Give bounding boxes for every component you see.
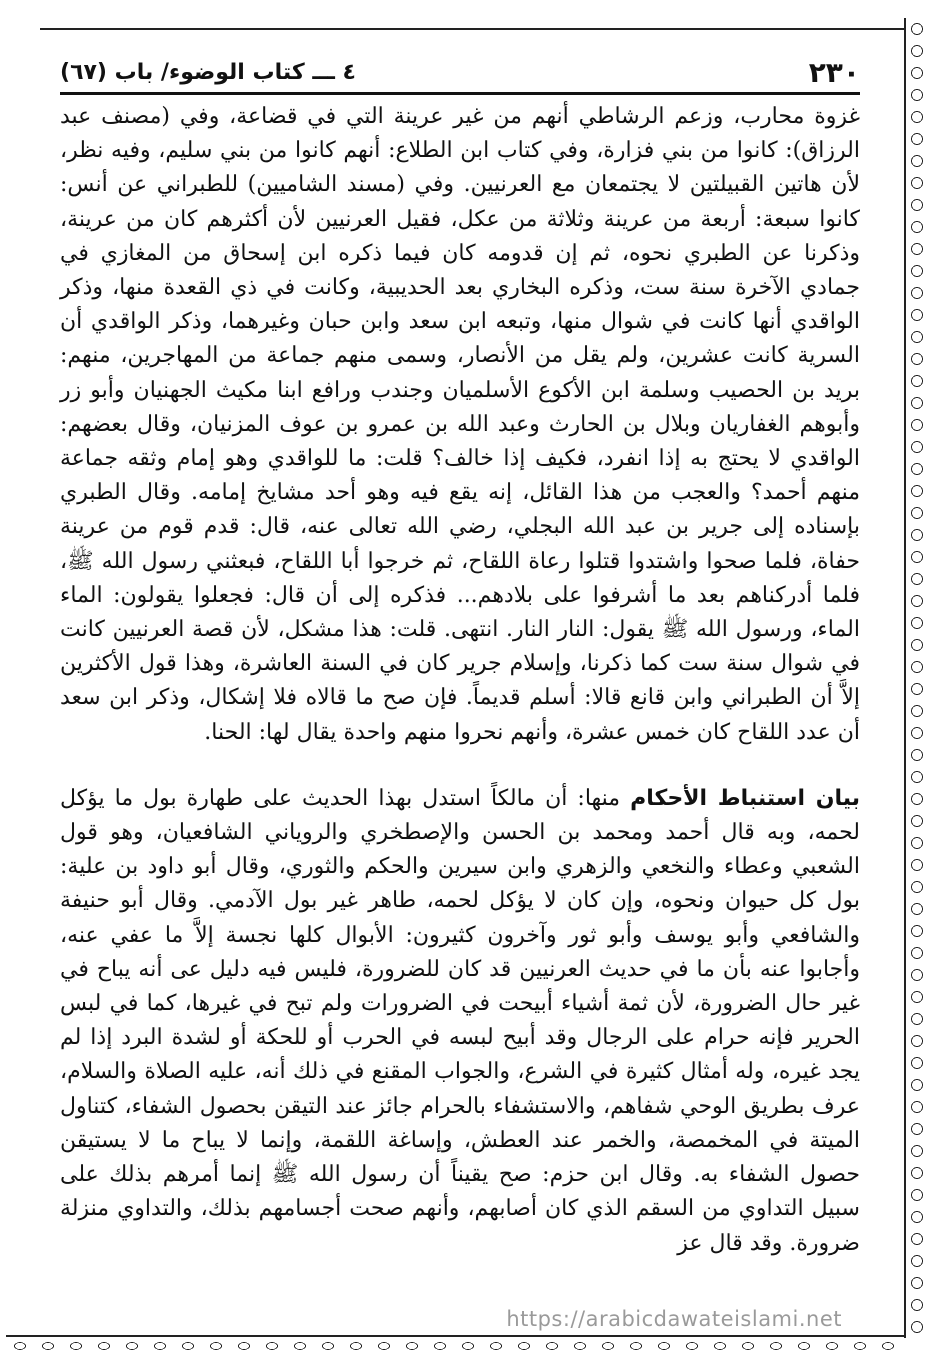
top-border-rule [40, 28, 904, 30]
page-number: ٢٣٠ [808, 55, 860, 89]
section-lead-heading: بيان استنباط الأحكام [630, 785, 861, 811]
paragraph-1: غزوة محارب، وزعم الرشاطي أنهم من غير عرينة التي في قضاعة، وفي (مصنف عبد الرزاق): كانوا من بني فزارة، وفي كتاب ابن الطلاع: أنهم كانوا من بني سليم، وفيه نظر، لأن هاتين القبيلتين لا يجتمعان مع العرنيين. وفي (مسند الشاميين) للطبراني عن أنس: كانوا سبعة: أربعة من عرينة وثلاثة من عكل، فقيل العرنيين لأن أكثرهم كان من عرينة، وذكرنا عن الطبري نحوه، ثم إن قدومه كان فيما ذكره ابن إسحاق من المغازي في جمادي الآخرة سنة ست، وذكره البخاري بعد الحديبية، وكانت في ذي القعدة منها، وذكر الواقدي أنها كانت في شوال منها، وتبعه ابن سعد وابن حبان وغيرهما، وذكر الواقدي أن السرية كانت عشرين، ولم يقل من الأنصار، وسمى منهم جماعة من المهاجرين، منهم: بريد بن الحصيب وسلمة ابن الأكوع الأسلميان وجندب ورافع ابنا مكيث الجهنيان وأبو زر وأبوهم الغفاريان وبلال بن الحارث وعبد الله بن عمرو بن عوف المزنيان، وقال بعضهم: الواقدي لا يحتج به إذا انفرد، فكيف إذا خالف؟ قلت: ما للواقدي وهو إمام وثقه جماعة منهم أحمد؟ والعجب من هذا القائل، إنه يقع فيه وهو أحد مشايخ إمامه. وقال الطبري بإسناده إلى جرير بن عبد الله البجلي، رضي الله تعالى عنه، قال: قدم قوم من عرينة حفاة، فلما صحوا واشتدوا قتلوا رعاة اللقاح، ثم خرجوا أبا اللقاح، فبعثني رسول الله ﷺ، فلما أدركناهم بعد ما أشرفوا على بلادهم... فذكره إلى أن قال: فجعلوا يقولون: الماء الماء، ورسول الله ﷺ يقول: النار النار. انتهى. قلت: هذا مشكل، لأن قصة العرنيين كانت في شوال سنة ست كما ذكرنا، وإسلام جرير كان في السنة العاشرة، وهذا قول الأكثرين إلاَّ أن الطبراني وابن قانع قالا: أسلم قديماً. فإن صح ما قالاه فلا إشكال، وذكر ابن سعد أن عدد اللقاح كان خمس عشرة، وأنهم نحروا منهم واحدة يقال لها: الحنا. [60, 104, 861, 745]
bottom-ornamental-border [6, 1335, 904, 1355]
right-ornamental-border [904, 18, 928, 1338]
paragraph-2 [60, 782, 860, 1261]
paragraph-2-text: منها: أن مالكاً استدل بهذا الحديث على طهارة بول ما يؤكل لحمه، وبه قال أحمد ومحمد بن الحسن والإصطخري والروياني الشافعيان، وهو قول الشعبي وعطاء والنخعي والزهري وابن سيرين والحكم والثوري، وقال أبو داود بن علية: بول كل حيوان ونحوه، وإن كان لا يؤكل لحمه، طاهر غير بول الآدمي. وقال أبو حنيفة والشافعي وأبو يوسف وأبو ثور وآخرون كثيرون: الأبوال كلها نجسة إلاَّ ما عفي عنه، وأجابوا عنه بأن ما في حديث العرنيين قد كان للضرورة، فليس فيه دليل عى أنه يباح في غير حال الضرورة، لأن ثمة أشياء أبيحت في الضرورات ولم تبح في غيرها، كما في لبس الحرير فإنه حرام على الرجال وقد أبيح لبسه في الحرب أو للحكة أو لشدة البرد إذا لم يجد غيره، وله أمثال كثيرة في الشرع، والجواب المقنع في ذلك أنه، عليه الصلاة والسلام، عرف بطريق الوحي شفاهم، والاستشفاء بالحرام جائز عند التيقن بحصول الشفاء، كتناول الميتة في المخمصة، والخمر عند العطش، وإساغة اللقمة، وإنما لا يباح ما لا يستيقن حصول الشفاء به. وقال ابن حزم: صح يقيناً أن رسول الله ﷺ إنما أمرهم بذلك على سبيل التداوي من السقم الذي كان أصابهم، وأنهم صحت أجسامهم بذلك، والتداوي منزلة ضرورة. وقد قال عز [60, 785, 860, 1256]
running-title: ٤ ـــ كتاب الوضوء/ باب (٦٧) [60, 59, 356, 85]
paragraph-gap [60, 750, 860, 782]
watermark-url: https://arabicdawateislami.net [506, 1307, 842, 1331]
page-header [60, 50, 860, 94]
header-rule [60, 92, 860, 95]
body-text [60, 100, 860, 1261]
